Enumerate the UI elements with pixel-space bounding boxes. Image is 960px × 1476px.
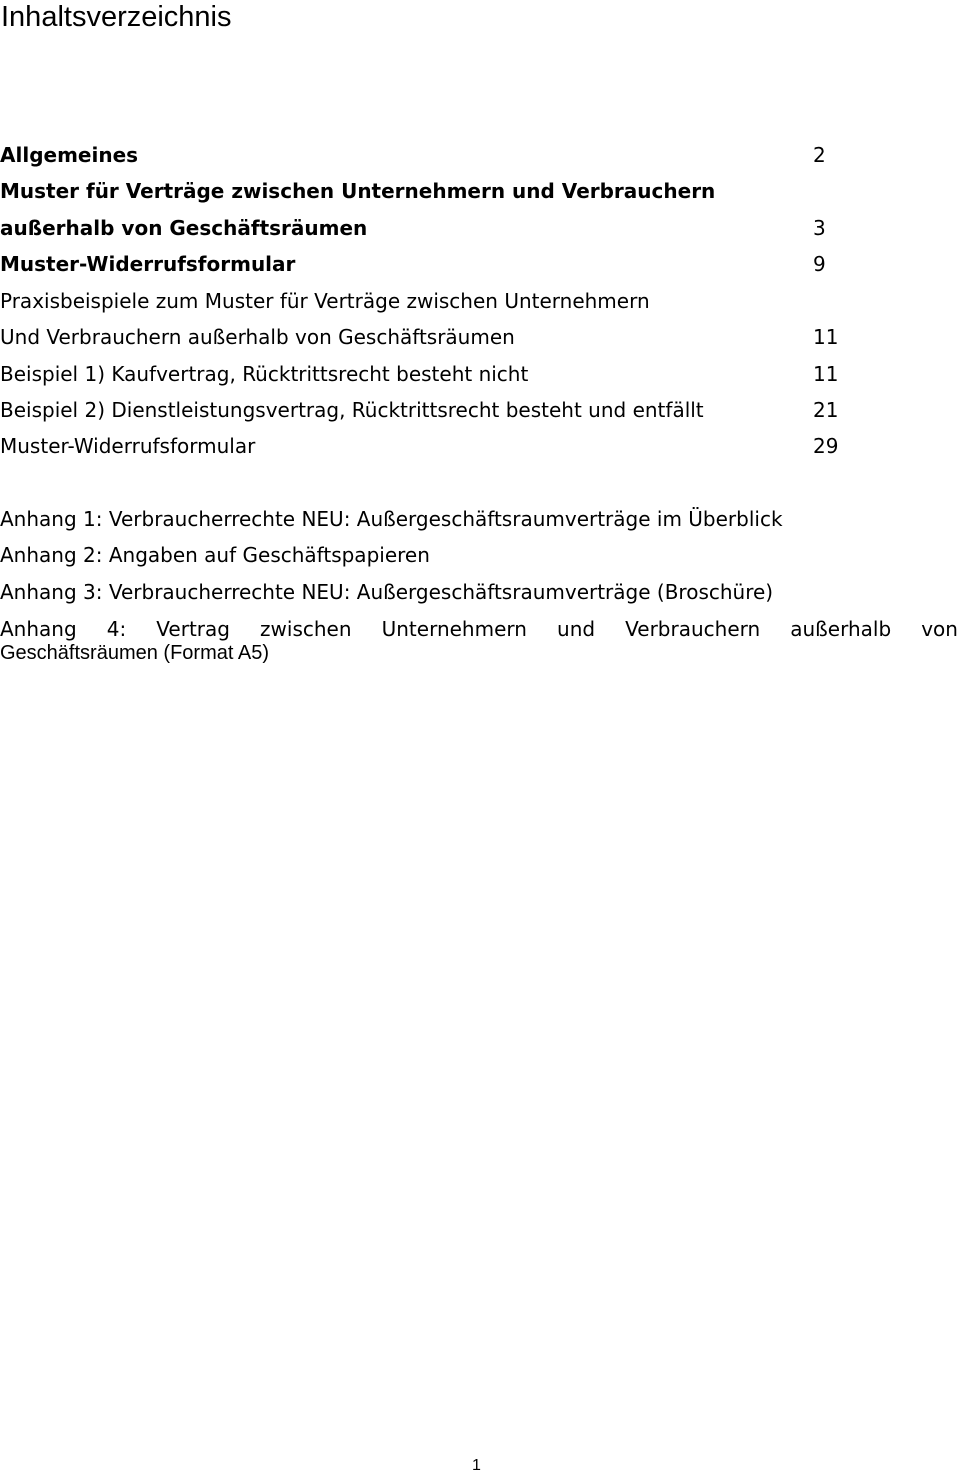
appendix-4-word: Anhang — [0, 617, 77, 641]
toc-entry-ausserhalb[interactable] — [0, 216, 826, 240]
appendix-4-word: Unternehmern — [381, 617, 527, 641]
toc-entry-text: außerhalb von Geschäftsräumen — [0, 216, 368, 240]
toc-entry-muster-vertraege[interactable] — [0, 179, 715, 203]
toc-entry-page: 9 — [813, 252, 826, 276]
toc-entry-text: Beispiel 1) Kaufvertrag, Rücktrittsrecht besteht nicht — [0, 362, 529, 386]
toc-entry-text: Muster für Verträge zwischen Unternehmern und Verbrauchern — [0, 179, 716, 203]
toc-entry-page: 2 — [813, 143, 826, 167]
appendix-4-word: außerhalb — [790, 617, 892, 641]
toc-entry-widerrufsformular-2[interactable] — [0, 434, 839, 458]
toc-entry-text: Und Verbrauchern außerhalb von Geschäftsräumen — [0, 325, 515, 349]
appendix-4-word: Vertrag — [156, 617, 230, 641]
appendix-4[interactable] — [0, 616, 958, 666]
toc-entry-page: 21 — [813, 398, 839, 422]
toc-entry-und-verbrauchern[interactable] — [0, 325, 839, 349]
appendix-1[interactable]: Anhang 1: Verbraucherrechte NEU: Außergeschäftsraumverträge im Überblick — [0, 507, 783, 531]
toc-entry-text: Muster-Widerrufsformular — [0, 434, 256, 458]
appendix-4-line2: Geschäftsräumen (Format A5) — [0, 642, 269, 664]
toc-entry-page: 11 — [813, 362, 839, 386]
appendix-2[interactable]: Anhang 2: Angaben auf Geschäftspapieren — [0, 543, 430, 567]
toc-entry-allgemeines[interactable] — [0, 143, 826, 167]
toc-entry-text: Beispiel 2) Dienstleistungsvertrag, Rücktrittsrecht besteht und entfällt — [0, 398, 704, 422]
toc-entry-text: Muster-Widerrufsformular — [0, 252, 296, 276]
appendix-4-word: Verbrauchern — [625, 617, 761, 641]
toc-entry-page: 11 — [813, 325, 839, 349]
toc-entry-page: 29 — [813, 434, 839, 458]
toc-entry-page: 3 — [813, 216, 826, 240]
toc-entry-text: Allgemeines — [0, 143, 139, 167]
appendix-4-word: und — [557, 617, 596, 641]
appendix-4-word: zwischen — [260, 617, 352, 641]
toc-entry-beispiel-2[interactable] — [0, 398, 839, 422]
toc-entry-widerrufsformular[interactable] — [0, 252, 826, 276]
appendix-4-word: 4: — [106, 617, 127, 641]
appendix-4-word: von — [921, 617, 958, 641]
toc-entry-text: Praxisbeispiele zum Muster für Verträge zwischen Unternehmern — [0, 289, 650, 313]
appendix-4-line1 — [0, 616, 958, 642]
page-number: 1 — [472, 1457, 481, 1474]
page-title: Inhaltsverzeichnis — [1, 1, 232, 33]
toc-entry-beispiel-1[interactable] — [0, 362, 839, 386]
toc-entry-praxisbeispiele[interactable] — [0, 289, 650, 313]
appendix-3[interactable]: Anhang 3: Verbraucherrechte NEU: Außergeschäftsraumverträge (Broschüre) — [0, 580, 774, 604]
